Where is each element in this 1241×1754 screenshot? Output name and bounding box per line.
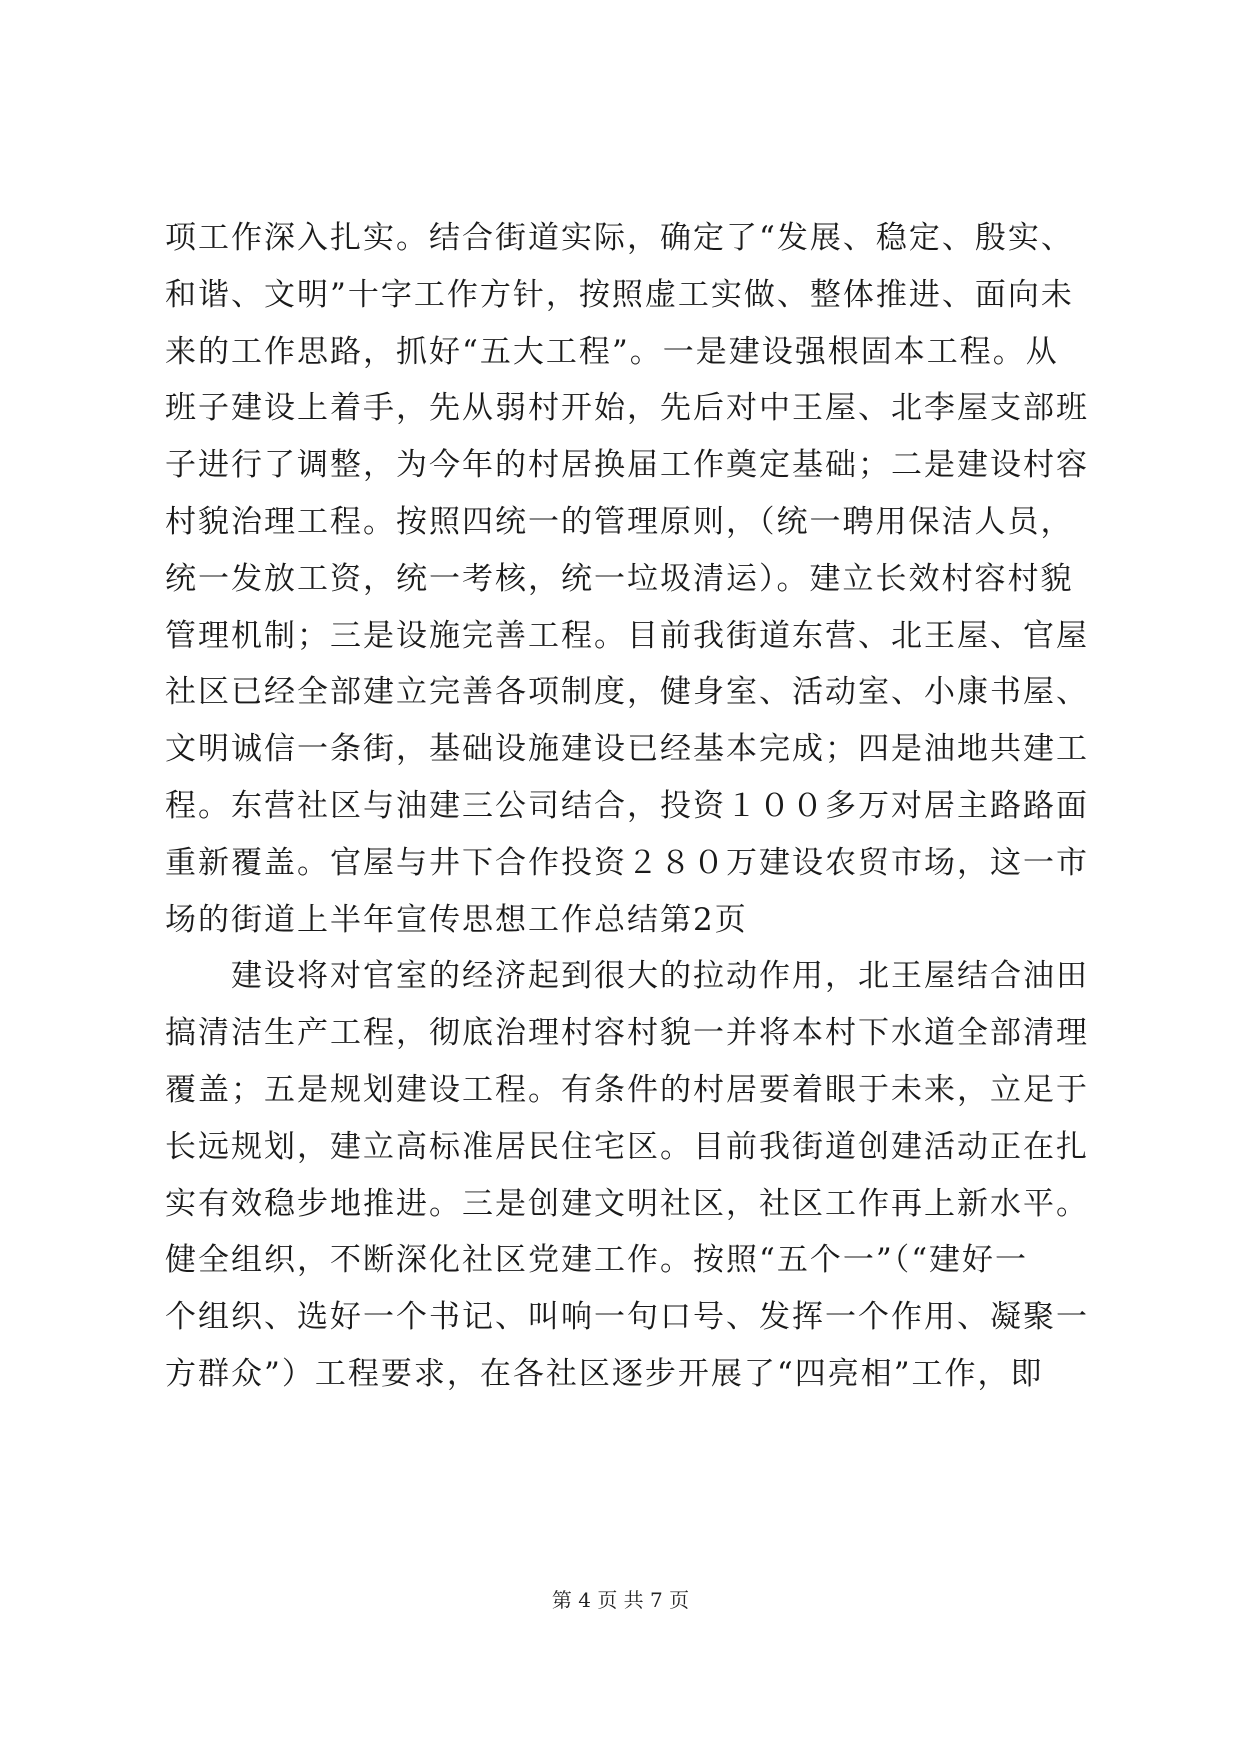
text-line: 村貌治理工程。按照四统一的管理原则，（统一聘用保洁人员， xyxy=(165,503,1074,540)
text-line: 程。东营社区与油建三公司结合，投资１００多万对居主路路面 xyxy=(165,787,1089,824)
text-line: 实有效稳步地推进。三是创建文明社区，社区工作再上新水平。 xyxy=(165,1185,1089,1222)
text-line: 覆盖；五是规划建设工程。有条件的村居要着眼于未来，立足于 xyxy=(165,1071,1089,1108)
text-line: 长远规划，建立高标准居民住宅区。目前我街道创建活动正在扎 xyxy=(165,1128,1089,1165)
body-text xyxy=(165,210,1089,1403)
text-line: 方群众”）工程要求，在各社区逐步开展了“四亮相”工作，即 xyxy=(165,1355,1044,1392)
page-number-footer: 第 4 页 共 7 页 xyxy=(551,1588,690,1612)
text-line: 健全组织，不断深化社区党建工作。按照“五个一”（“建好一 xyxy=(165,1242,1029,1279)
text-line: 子进行了调整，为今年的村居换届工作奠定基础；二是建设村容 xyxy=(165,447,1089,484)
text-line: 重新覆盖。官屋与井下合作投资２８０万建设农贸市场，这一市 xyxy=(165,844,1089,881)
text-line: 来的工作思路，抓好“五大工程”。一是建设强根固本工程。从 xyxy=(165,333,1059,370)
text-line: 社区已经全部建立完善各项制度，健身室、活动室、小康书屋、 xyxy=(165,674,1089,711)
text-line: 管理机制；三是设施完善工程。目前我街道东营、北王屋、官屋 xyxy=(165,617,1089,654)
text-line: 项工作深入扎实。结合街道实际，确定了“发展、稳定、殷实、 xyxy=(165,220,1074,256)
text-line: 和谐、文明”十字工作方针，按照虚工实做、整体推进、面向未 xyxy=(165,276,1074,313)
text-line: 班子建设上着手，先从弱村开始，先后对中王屋、北李屋支部班 xyxy=(165,390,1089,427)
text-line: 搞清洁生产工程，彻底治理村容村貌一并将本村下水道全部清理 xyxy=(165,1015,1089,1052)
text-line: 建设将对官室的经济起到很大的拉动作用，北王屋结合油田 xyxy=(165,958,1089,995)
text-line: 统一发放工资，统一考核，统一垃圾清运）。建立长效村容村貌 xyxy=(165,560,1074,597)
text-line: 文明诚信一条街，基础设施建设已经基本完成；四是油地共建工 xyxy=(165,731,1089,768)
text-line: 个组织、选好一个书记、叫响一句口号、发挥一个作用、凝聚一 xyxy=(165,1299,1089,1336)
text-line: 场的街道上半年宣传思想工作总结第2页 xyxy=(165,901,748,938)
